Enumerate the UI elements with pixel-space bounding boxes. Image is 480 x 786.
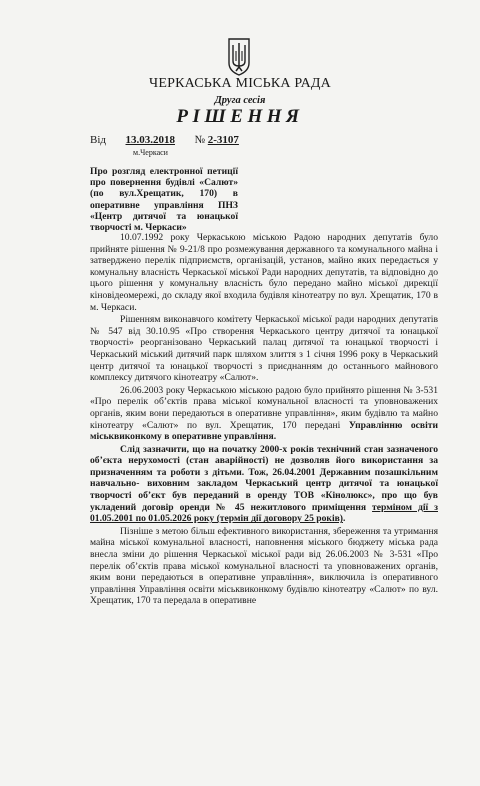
date-prefix: Від (90, 134, 106, 146)
trident-coat-of-arms-icon (226, 37, 252, 77)
paragraph-1: 10.07.1992 року Черкаською міською Радою народних депутатів було прийняте рішення № 9-21/8 про розмежування державного та комунального майна і затверджено перелік підприємств, організацій, установ, майно яких передається у комунальну власність Черкаської міської Ради народних депутатів, та відповідно до цього рішення у комунальну власність було передано майно міської дирекції кіновідеомережі, до складу якої входила будівля кінотеатру по вул. Хрещатик, 170 в м. Черкаси. (90, 232, 438, 313)
date-number-line (90, 134, 239, 146)
document-title: РІШЕННЯ (176, 106, 304, 127)
paragraph-4-end: . (342, 513, 346, 525)
decision-body (90, 232, 438, 607)
paragraph-4-bold: Слід зазначити, що на початку 2000-х років технічний стан зазначеного об’єкта нерухомості (стан аварійності) не дозволяв його використання за призначенням та роботи з дітьми. Тож, 26.04.2001 Державним позашкільним навчально- виховним закладом Черкаський центр дитячої та юнацької творчості об’єкт був переданий в оренду ТОВ «Кінолюкс», про що був укладений договір оренди № 45 нежитлового приміщення (90, 443, 438, 513)
number-prefix: № (194, 134, 205, 146)
paragraph-3 (90, 385, 438, 443)
paragraph-3-bold: Управлінню освіти міськвиконкому в оперативне управління. (90, 419, 438, 443)
decision-number: 2-3107 (207, 134, 239, 146)
council-name: ЧЕРКАСЬКА МІСЬКА РАДА (149, 76, 331, 91)
city-label: м.Черкаси (133, 148, 168, 157)
session-label: Друга сесія (214, 95, 266, 106)
lease-term: терміном дії з 01.05.2001 по 01.05.2026 року (термін дії договору 25 років) (90, 501, 438, 525)
decision-subject: Про розгляд електронної петиції про повернення будівлі «Салют» (по вул.Хрещатик, 170) в оперативне управління ПНЗ «Центр дитячої та юнацької творчості м. Черкаси» (90, 166, 238, 234)
paragraph-3-text: 26.06.2003 року Черкаською міською радою було прийнято рішення № 3-531 «Про перелік об’єктів права міської комунальної власності та уповноважених органів, яким вони передаються в оперативне управління», яким будівлю та майно кінотеатру «Салют» по вул. Хрещатик, 170 передані (90, 384, 438, 431)
decision-date: 13.03.2018 (125, 134, 175, 146)
paragraph-5: Пізніше з метою більш ефективного використання, збереження та утримання майна міської комунальної власності, наповнення міського бюджету міська рада внесла зміни до рішення Черкаської міської ради від 26.06.2003 № 3-531 «Про перелік об’єктів права міської комунальної власності та уповноважених органів, яким вони передаються в оперативне управління», виключила із оперативного управління Управління освіти міськвиконкому будівлю кінотеатру «Салют» по вул. Хрещатик, 170 та передала в оперативне (90, 525, 438, 607)
paragraph-2: Рішенням виконавчого комітету Черкаської міської ради народних депутатів № 547 від 30.10.95 «Про створення Черкаського центру дитячої та юнацької творчості» реорганізовано Черкаський палац дитячої та юнацької творчості і Черкаський міський дитячий парк шляхом злиття з 1 січня 1996 року в Черкаський центр дитячої та юнацької творчості з приєднанням до останнього майнового комплексу дитячого кінотеатру «Салют». (90, 314, 438, 384)
paragraph-4 (90, 444, 438, 525)
